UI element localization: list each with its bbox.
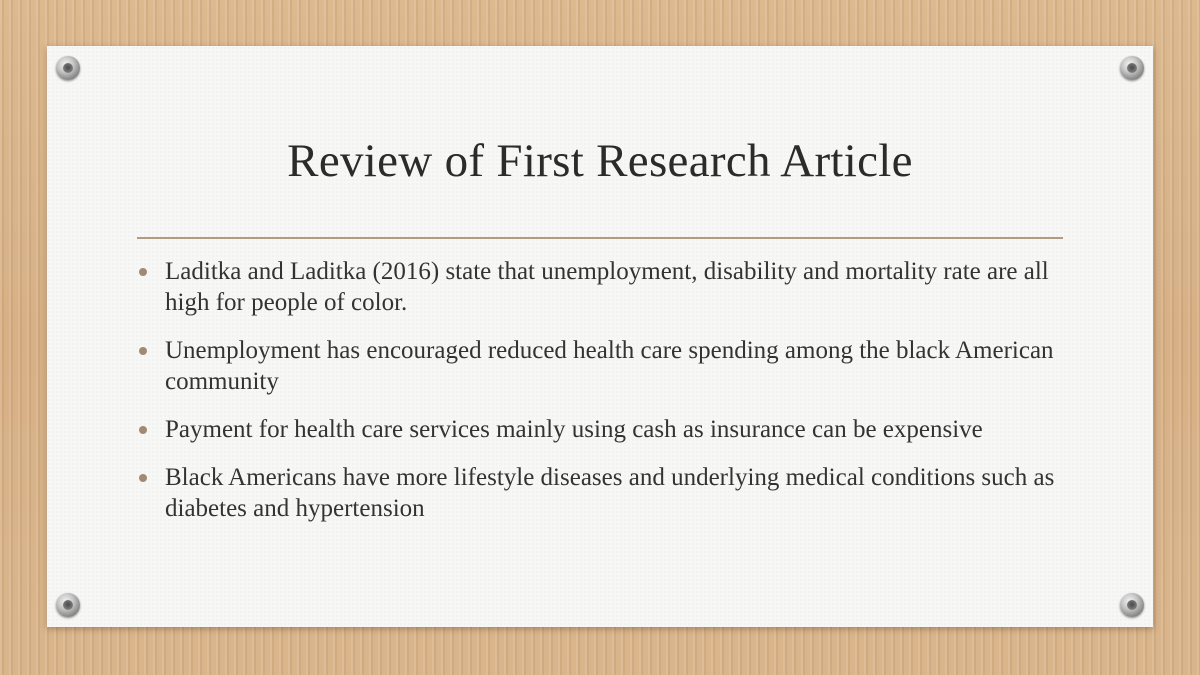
bullet-item <box>137 335 1063 397</box>
bullet-dot-icon <box>139 474 147 482</box>
bullet-text: Laditka and Laditka (2016) state that unemployment, disability and mortality rate are all high for people of color. <box>165 258 1049 316</box>
bullet-text: Unemployment has encouraged reduced health care spending among the black American community <box>165 337 1054 395</box>
bullet-dot-icon <box>139 426 147 434</box>
bullet-text: Payment for health care services mainly using cash as insurance can be expensive <box>165 416 983 443</box>
rivet-icon <box>1120 593 1144 617</box>
bullet-text: Black Americans have more lifestyle diseases and underlying medical conditions such as diabetes and hypertension <box>165 464 1055 522</box>
bullet-item <box>137 462 1063 524</box>
rivet-icon <box>56 593 80 617</box>
rivet-icon <box>1120 56 1144 80</box>
bullet-dot-icon <box>139 347 147 355</box>
bullet-dot-icon <box>139 268 147 276</box>
rivet-icon <box>56 56 80 80</box>
bullet-list <box>137 256 1063 541</box>
bullet-item <box>137 414 1063 445</box>
slide-card <box>47 46 1153 627</box>
slide-title: Review of First Research Article <box>287 135 913 187</box>
title-divider <box>137 237 1063 239</box>
bullet-item <box>137 256 1063 318</box>
